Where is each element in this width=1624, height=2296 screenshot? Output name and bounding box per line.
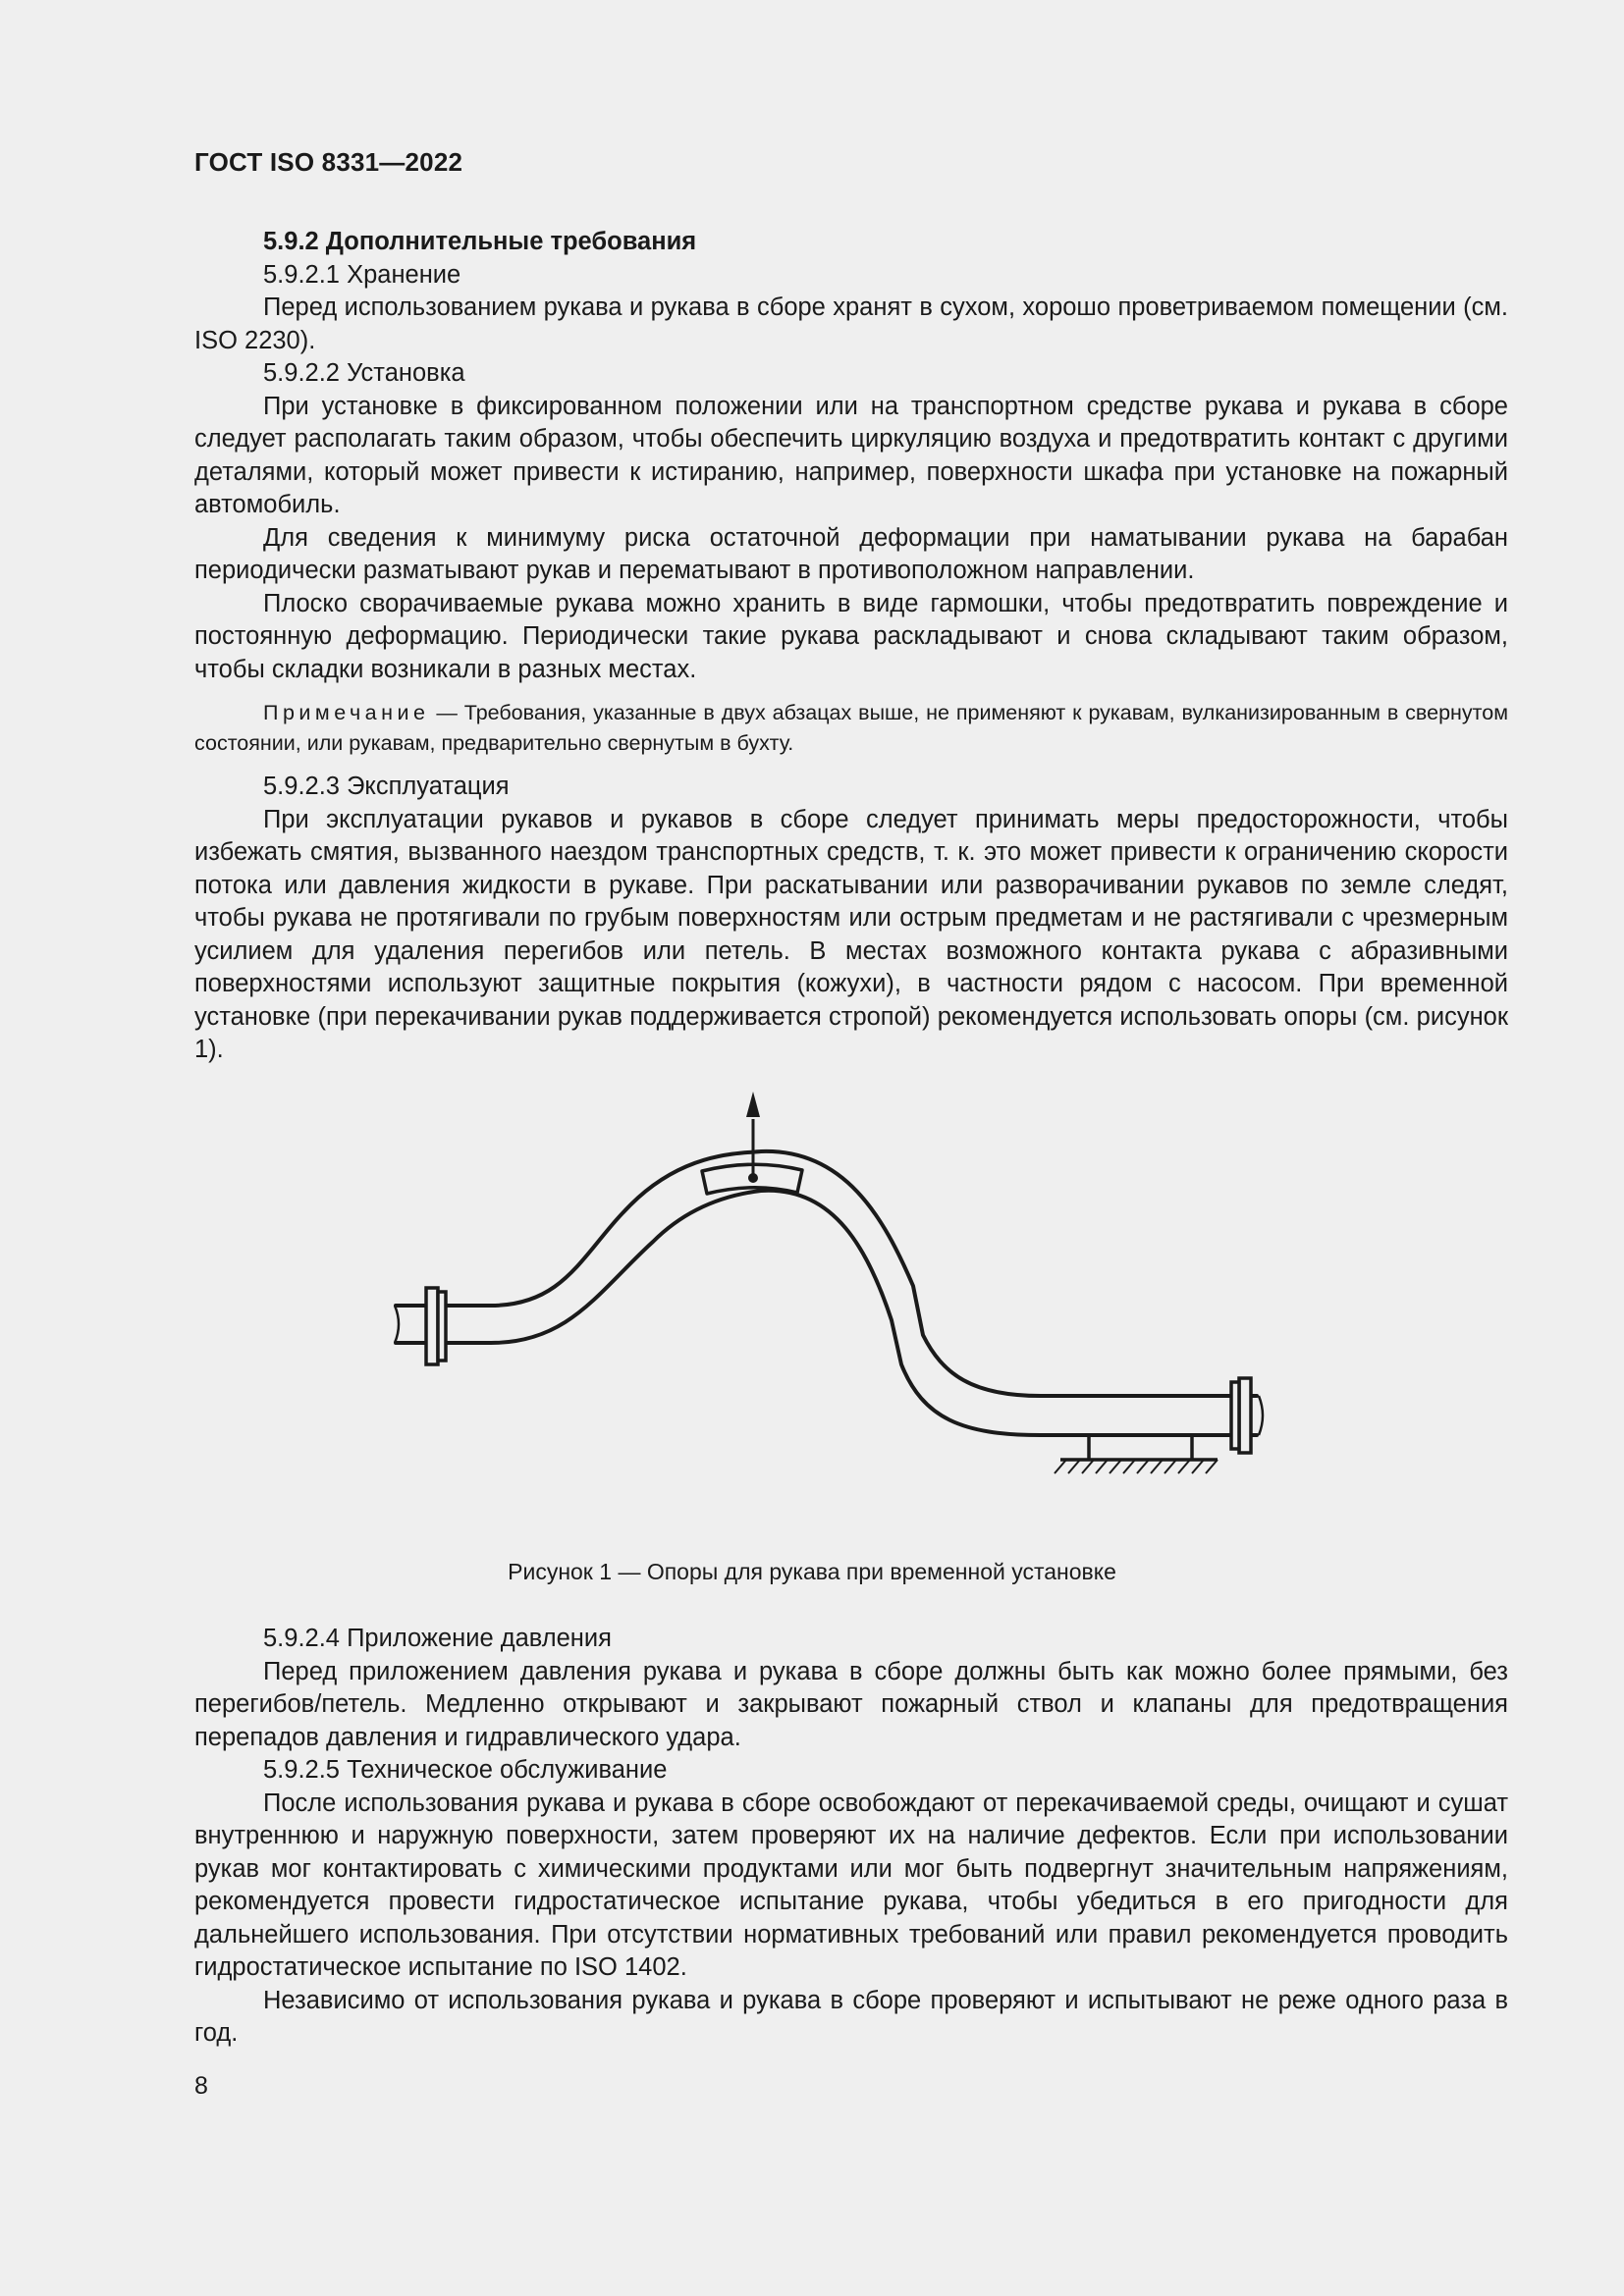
paragraph-operation: При эксплуатации рукавов и рукавов в сборе следует принимать меры предосторожности, чтобы избежать смятия, вызванного наездом транспортных средств, т. к. это может привести к ограничению скорости потока или давления жидкости в рукаве. При раскатывании или разворачивании рукавов по земле следят, чтобы рукава не протягивали по грубым поверхностям или острым предметам и не растягивали с чрезмерным усилием для удаления перегибов или петель. В местах возможного контакта рукава с абразивными поверхностями используют защитные покрытия (кожухи), в частности рядом с насосом. При временной установке (при перекачивании рукав поддерживается стропой) рекомендуется использовать опоры (см. рисунок 1). bbox=[194, 805, 1508, 1063]
upper-text-block bbox=[194, 226, 1508, 1067]
hose-inner-wall bbox=[396, 1191, 1257, 1435]
note bbox=[194, 698, 1508, 759]
left-flange bbox=[426, 1288, 446, 1364]
subsection-heading-5-9-2-3: 5.9.2.3 Эксплуатация bbox=[263, 773, 510, 800]
paragraph-pressure: Перед приложением давления рукава и рукава в сборе должны быть как можно более прямыми, без перегибов/петель. Медленно открывают и закрывают пожарный ствол и клапаны для предотвращения перепадов давления и гидравлического удара. bbox=[194, 1657, 1508, 1751]
subsection-heading-5-9-2-5: 5.9.2.5 Техническое обслуживание bbox=[263, 1756, 668, 1784]
figure-caption: Рисунок 1 — Опоры для рукава при временной установке bbox=[508, 1559, 1116, 1584]
document-header: ГОСТ ISO 8331—2022 bbox=[194, 147, 463, 177]
paragraph-installation-2: Для сведения к минимуму риска остаточной деформации при наматывании рукава на барабан периодически разматывают рукав и перематывают в противоположном направлении. bbox=[194, 523, 1508, 584]
hose-right-end bbox=[1259, 1396, 1263, 1435]
note-text: — Требования, указанные в двух абзацах выше, не применяют к рукавам, вулканизированным в свернутом состоянии, или рукавам, предварительно свернутым в бухту. bbox=[194, 701, 1508, 755]
subsection-heading-5-9-2-2: 5.9.2.2 Установка bbox=[263, 359, 465, 387]
hose-left-end bbox=[395, 1306, 399, 1343]
right-flange bbox=[1231, 1378, 1251, 1453]
subsection-heading-5-9-2-4: 5.9.2.4 Приложение давления bbox=[263, 1625, 612, 1652]
note-label: Примечание bbox=[263, 701, 430, 724]
lifting-point bbox=[748, 1173, 758, 1183]
hose-support-figure bbox=[373, 1080, 1335, 1551]
paragraph-installation-1: При установке в фиксированном положении или на транспортном средстве рукава и рукава в сборе следует располагать таким образом, чтобы обеспечить циркуляцию воздуха и предотвратить контакт с другими деталями, который может привести к истиранию, например, поверхности шкафа при установке на пожарный автомобиль. bbox=[194, 392, 1508, 518]
subsection-heading-5-9-2-1: 5.9.2.1 Хранение bbox=[263, 260, 461, 289]
lower-text-block bbox=[194, 1623, 1508, 2051]
paragraph-maintenance-2: Независимо от использования рукава и рукава в сборе проверяют и испытывают не реже одного раза в год. bbox=[194, 1986, 1508, 2047]
section-heading-5-9-2: 5.9.2 Дополнительные требования bbox=[263, 228, 697, 255]
ground-support bbox=[1060, 1435, 1218, 1460]
lifting-arrow-head bbox=[746, 1092, 760, 1117]
ground-hatching bbox=[1055, 1460, 1218, 1473]
paragraph-maintenance-1: После использования рукава и рукава в сборе освобождают от перекачиваемой среды, очищают и сушат внутреннюю и наружную поверхности, затем проверяют их на наличие дефектов. Если при использовании рукав мог контактировать с химическими продуктами или мог быть подвергнут значительным напряжениям, рекомендуется провести гидростатическое испытание рукава, чтобы убедиться в его пригодности для дальнейшего использования. При отсутствии нормативных требований или правил рекомендуется проводить гидростатическое испытание по ISO 1402. bbox=[194, 1789, 1508, 1981]
paragraph-storage: Перед использованием рукава и рукава в сборе хранят в сухом, хорошо проветриваемом помещении (см. ISO 2230). bbox=[194, 294, 1508, 354]
hose-outer-wall bbox=[396, 1151, 1257, 1396]
paragraph-installation-3: Плоско сворачиваемые рукава можно хранить в виде гармошки, чтобы предотвратить повреждение и постоянную деформацию. Периодически такие рукава раскладывают и снова складывают таким образом, чтобы складки возникали в разных местах. bbox=[194, 589, 1508, 683]
page-number: 8 bbox=[194, 2072, 208, 2100]
